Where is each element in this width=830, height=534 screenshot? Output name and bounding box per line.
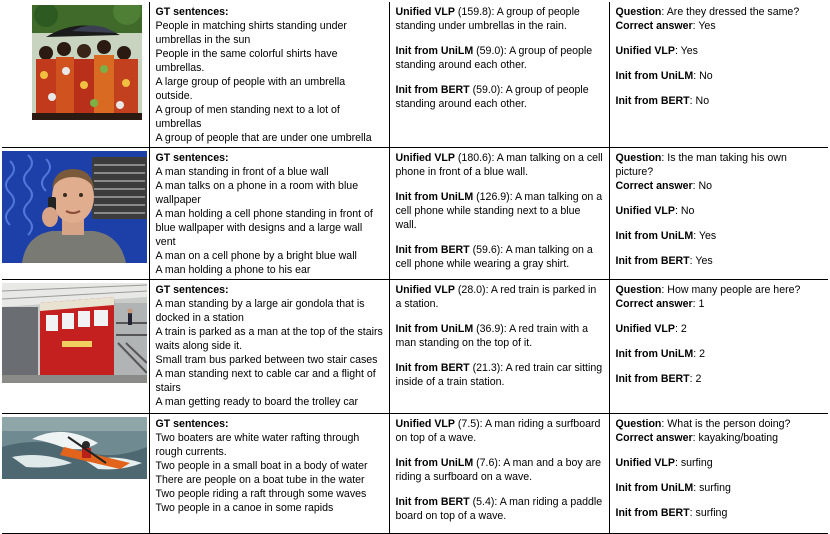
question-label: Question (615, 418, 662, 430)
image-cell (2, 2, 149, 148)
table-row (2, 414, 828, 534)
model-label: Init from BERT (395, 496, 470, 508)
gt-sentence: A man holding a cell phone standing in front of blue wallpaper with designs and a large wall vent (155, 208, 373, 248)
question (616, 151, 824, 179)
image-cell (2, 148, 149, 280)
gt-sentence: A man standing by a large air gondola that is docked in a station (155, 298, 365, 324)
thumbnail-man-phone (2, 151, 147, 263)
caption-unilm (396, 456, 604, 484)
question-label: Question (615, 152, 662, 164)
answer-text: : Yes (674, 45, 698, 57)
model-label: Init from BERT (615, 95, 690, 107)
vqa-cell (609, 2, 828, 148)
correct-answer-text: : kayaking/boating (692, 432, 779, 444)
answer-unilm (616, 69, 824, 83)
gt-sentences-cell (149, 280, 389, 414)
gt-sentence: A man talks on a phone in a room with blue wallpaper (155, 180, 359, 206)
answer-text: : 2 (693, 348, 705, 360)
question-text: : Is the man taking his own picture? (615, 152, 787, 178)
cider-score: (59.0): (469, 84, 506, 96)
cider-score: (7.6): (473, 457, 504, 469)
gt-sentence: There are people on a boat tube in the water (155, 474, 365, 486)
gt-sentence: A group of people that are under one umbrella (155, 132, 372, 144)
cider-score: (126.9): (473, 191, 515, 203)
question-label: Question (615, 284, 662, 296)
cider-score: (59.0): (473, 45, 510, 57)
caption-text: A man riding a surfboard on top of a wave. (395, 418, 601, 444)
answer-text: : No (689, 95, 710, 107)
caption-text: A group of people standing under umbrellas in the rain. (395, 6, 580, 32)
correct-answer-label: Correct answer (615, 20, 693, 32)
caption-text: A red train car sitting inside of a train station. (395, 362, 603, 388)
cider-score: (159.8): (454, 6, 497, 18)
correct-answer (616, 19, 824, 33)
caption-vlp (396, 151, 604, 179)
gt-sentence: A man getting ready to board the trolley car (155, 396, 359, 408)
thumbnail-umbrella-crowd (32, 5, 142, 120)
answer-unilm (616, 229, 824, 243)
caption-bert (396, 361, 604, 389)
gt-sentence: Small tram bus parked between two stair cases (155, 354, 378, 366)
gt-sentences-cell (149, 148, 389, 280)
caption-unilm (396, 190, 604, 232)
answer-text: : surfing (693, 482, 731, 494)
answer-text: : Yes (693, 230, 717, 242)
model-label: Unified VLP (395, 152, 455, 164)
gt-sentence: A man standing next to cable car and a flight of stairs (155, 368, 376, 394)
vqa-cell (609, 414, 828, 534)
gt-label: GT sentences: (155, 152, 229, 164)
model-label: Init from UniLM (395, 323, 474, 335)
answer-bert (616, 372, 824, 386)
thumbnail-red-train (2, 283, 147, 383)
caption-text: A group of people standing around each other. (395, 84, 589, 110)
table-row (2, 2, 828, 148)
cider-score: (28.0): (454, 284, 491, 296)
model-label: Unified VLP (615, 45, 675, 57)
answer-text: : No (693, 70, 713, 82)
gt-label: GT sentences: (155, 6, 229, 18)
model-label: Unified VLP (615, 205, 675, 217)
caption-text: A man talking on a cell phone while wearing a gray shirt. (395, 244, 593, 270)
question (616, 283, 824, 297)
caption-text: A man talking on a cell phone in front of a blue wall. (395, 152, 603, 178)
answer-vlp (616, 322, 824, 336)
caption-text: A man and a boy are riding a surfboard on a wave. (395, 457, 601, 483)
answer-text: : surfing (674, 457, 713, 469)
caption-text: A man riding a paddle board on top of a wave. (395, 496, 603, 522)
image-cell (2, 280, 149, 414)
caption-vlp (396, 417, 604, 445)
gt-sentence: Two boaters are white water rafting through rough currents. (155, 432, 360, 458)
correct-answer-label: Correct answer (615, 298, 693, 310)
gt-sentence: A large group of people with an umbrella outside. (155, 76, 346, 102)
caption-cell (389, 2, 609, 148)
answer-vlp (616, 456, 824, 470)
caption-cell (389, 414, 609, 534)
model-label: Unified VLP (615, 457, 675, 469)
answer-text: : Yes (689, 255, 713, 267)
cider-score: (180.6): (454, 152, 497, 164)
model-label: Init from UniLM (615, 70, 694, 82)
caption-bert (396, 83, 604, 111)
question-text: : How many people are here? (661, 284, 801, 296)
caption-text: A red train with a man standing on the top of it. (395, 323, 589, 349)
gt-sentence: Two people riding a raft through some waves (155, 488, 367, 500)
caption-vlp (396, 5, 604, 33)
question-text: : Are they dressed the same? (661, 6, 800, 18)
correct-answer-text: : Yes (692, 20, 716, 32)
answer-text: : 2 (689, 373, 702, 385)
gt-sentence: A train is parked as a man at the top of the stairs waits along side it. (155, 326, 383, 352)
model-label: Unified VLP (395, 418, 455, 430)
model-label: Init from UniLM (615, 348, 694, 360)
model-label: Unified VLP (395, 6, 455, 18)
gt-sentences-cell (149, 2, 389, 148)
answer-text: : No (674, 205, 695, 217)
table-row (2, 148, 828, 280)
question (616, 5, 824, 19)
gt-sentence: People in matching shirts standing under umbrellas in the sun (155, 20, 347, 46)
answer-unilm (616, 481, 824, 495)
correct-answer (616, 179, 824, 193)
correct-answer-text: : 1 (692, 298, 705, 310)
image-cell (2, 414, 149, 534)
model-label: Init from BERT (395, 84, 470, 96)
qualitative-results-table (2, 2, 828, 534)
caption-bert (396, 495, 604, 523)
question (616, 417, 824, 431)
model-label: Init from BERT (395, 244, 470, 256)
model-label: Unified VLP (395, 284, 455, 296)
model-label: Init from BERT (615, 507, 690, 519)
cider-score: (7.5): (454, 418, 485, 430)
gt-sentence: A group of men standing next to a lot of umbrellas (155, 104, 340, 130)
correct-answer-text: : No (692, 180, 713, 192)
correct-answer (616, 431, 824, 445)
gt-sentence: A man standing in front of a blue wall (155, 166, 329, 178)
vqa-cell (609, 148, 828, 280)
cider-score: (59.6): (469, 244, 506, 256)
caption-bert (396, 243, 604, 271)
answer-text: : surfing (689, 507, 728, 519)
correct-answer (616, 297, 824, 311)
caption-text: A group of people standing around each other. (395, 45, 593, 71)
model-label: Init from UniLM (395, 45, 474, 57)
answer-vlp (616, 44, 824, 58)
answer-bert (616, 506, 824, 520)
gt-label: GT sentences: (155, 284, 229, 296)
gt-sentences-cell (149, 414, 389, 534)
correct-answer-label: Correct answer (615, 180, 693, 192)
gt-label: GT sentences: (155, 418, 229, 430)
caption-unilm (396, 322, 604, 350)
model-label: Init from BERT (615, 255, 690, 267)
caption-text: A red train is parked in a station. (395, 284, 597, 310)
gt-sentence: A man on a cell phone by a bright blue wall (155, 250, 357, 262)
answer-text: : 2 (674, 323, 687, 335)
vqa-cell (609, 280, 828, 414)
caption-cell (389, 280, 609, 414)
model-label: Unified VLP (615, 323, 675, 335)
caption-vlp (396, 283, 604, 311)
answer-bert (616, 94, 824, 108)
gt-sentence: Two people in a canoe in some rapids (155, 502, 334, 514)
model-label: Init from BERT (615, 373, 690, 385)
caption-cell (389, 148, 609, 280)
model-label: Init from UniLM (615, 230, 694, 242)
gt-sentence: A man holding a phone to his ear (155, 264, 311, 276)
question-label: Question (615, 6, 662, 18)
cider-score: (36.9): (473, 323, 510, 335)
answer-unilm (616, 347, 824, 361)
model-label: Init from UniLM (395, 457, 474, 469)
table-row (2, 280, 828, 414)
gt-sentence: Two people in a small boat in a body of water (155, 460, 368, 472)
question-text: : What is the person doing? (661, 418, 791, 430)
thumbnail-kayaker (2, 417, 147, 479)
model-label: Init from UniLM (615, 482, 694, 494)
model-label: Init from BERT (395, 362, 470, 374)
caption-text: A man talking on a cell phone while standing next to a blue wall. (395, 191, 603, 231)
model-label: Init from UniLM (395, 191, 474, 203)
answer-vlp (616, 204, 824, 218)
cider-score: (21.3): (469, 362, 506, 374)
cider-score: (5.4): (469, 496, 500, 508)
answer-bert (616, 254, 824, 268)
correct-answer-label: Correct answer (615, 432, 693, 444)
caption-unilm (396, 44, 604, 72)
gt-sentence: People in the same colorful shirts have umbrellas. (155, 48, 338, 74)
